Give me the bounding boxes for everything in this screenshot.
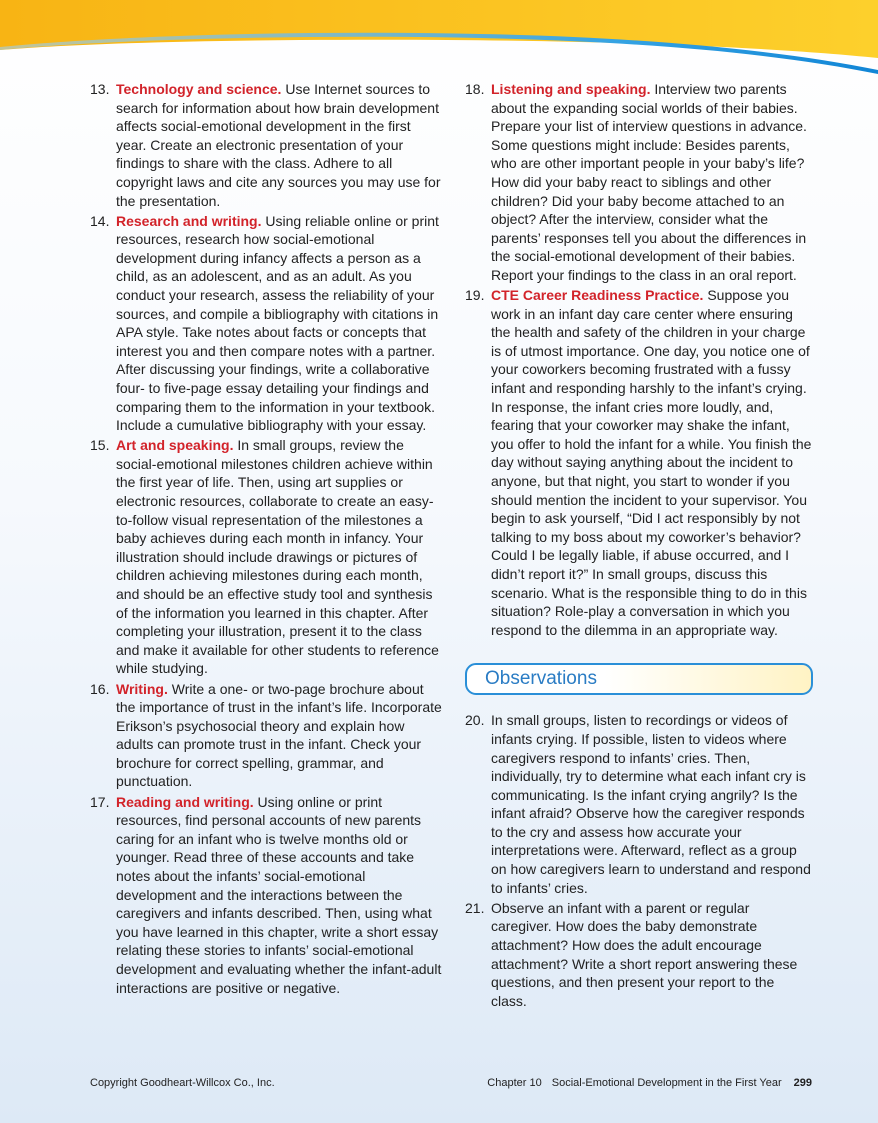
header-banner bbox=[0, 0, 878, 80]
item-text: In small groups, review the social-emotional milestones children achieve within the first year of life. Then, using art supplies or electronic resources, collaborate to create an easy-to-follow visual representation of the milestones a baby achieves during each month in infancy. Your illustration should include drawings or pictures of children achieving milestones during each month, and should be an effective study tool and synthesis of the information you learned in this chapter. After completing your illustration, present it to the class and make it available for other students to reference while studying. bbox=[116, 437, 439, 677]
item-heading: Research and writing. bbox=[116, 212, 262, 229]
activity-item-13 bbox=[90, 80, 442, 210]
footer-chapter: Chapter 10 bbox=[487, 1077, 542, 1089]
item-heading: Technology and science. bbox=[116, 81, 282, 97]
observation-item-21 bbox=[465, 899, 813, 1011]
item-number: 18. bbox=[465, 81, 485, 97]
activity-item-17 bbox=[90, 793, 442, 998]
item-text: Using online or print resources, find personal accounts of new parents caring for an infant who is twelve months old or younger. Read three of these accounts and take notes about the infants’ social-emotional development and the interactions between the caregivers and infants described. Then, using what you have learned in this chapter, write a short essay relating these stories to infants’ social-emotional development and evaluating whether the infant-adult interactions are positive or negative. bbox=[116, 793, 442, 996]
activity-item-19 bbox=[465, 286, 813, 639]
item-text: Write a one- or two-page brochure about the importance of trust in the infant’s life. Incorporate Erikson’s psychosocial theory and explain how adults can promote trust in the infant. Check your brochure for correct spelling, grammar, and punctuation. bbox=[116, 680, 442, 790]
item-number: 15. bbox=[90, 437, 110, 454]
item-number: 19. bbox=[465, 287, 485, 304]
observation-item-20 bbox=[465, 711, 813, 897]
item-number: 21. bbox=[465, 899, 485, 916]
item-text: Suppose you work in an infant day care center where ensuring the health and safety of the children in your charge is of utmost importance. One day, you notice one of your coworkers becoming frustrated with a fussy infant and responding harshly to the infant’s crying. In response, the infant cries more loudly, and, fearing that your coworker may shake the infant, you offer to hold the infant for a while. You finish the day without saying anything about the incident to anyone, but that night, you start to wonder if you should mention the incident to your supervisor. You begin to ask yourself, “Did I act responsibly by not talking to my boss about my coworker’s behavior? Could I be legally liable, if abuse occurred, and I didn’t report it?” In small groups, discuss this scenario. What is the responsible thing to do in this situation? Role-play a conversation in which you respond to the dilemma in an appropriate way. bbox=[491, 287, 812, 638]
item-heading: CTE Career Readiness Practice. bbox=[491, 287, 704, 304]
footer-chapter-info bbox=[487, 1077, 812, 1089]
item-heading: Art and speaking. bbox=[116, 437, 234, 454]
item-text: Use Internet sources to search for information about how brain development affects social-emotional development in the first year. Create an electronic presentation of your findings to share with the class. Adhere to all copyright laws and cite any sources you may use for the presentation. bbox=[116, 81, 441, 209]
left-column bbox=[90, 80, 442, 999]
item-number: 17. bbox=[90, 793, 110, 810]
footer-copyright: Copyright Goodheart-Willcox Co., Inc. bbox=[90, 1077, 275, 1089]
item-number: 16. bbox=[90, 680, 110, 697]
item-number: 20. bbox=[465, 712, 485, 729]
right-column bbox=[465, 80, 813, 1012]
item-heading: Listening and speaking. bbox=[491, 81, 651, 97]
item-text: Observe an infant with a parent or regular caregiver. How does the baby demonstrate attachment? How does the adult encourage attachment? Write a short report answering these questions, and then present your report to the class. bbox=[491, 899, 798, 1009]
item-text: In small groups, listen to recordings or videos of infants crying. If possible, listen to videos where caregivers respond to infants’ cries. Then, individually, try to determine what each infant cry is communicating. Is the infant crying angrily? Is the infant afraid? Observe how the caregiver responds to the cry and assess how accurate your interpretations were. Afterward, reflect as a group on how caregivers learn to understand and respond to infants’ cries. bbox=[491, 712, 811, 896]
activity-item-14 bbox=[90, 212, 442, 435]
observations-heading-box bbox=[465, 663, 813, 695]
activity-item-16 bbox=[90, 680, 442, 792]
page-number: 299 bbox=[793, 1077, 812, 1089]
footer-chapter-title: Social-Emotional Development in the First Year bbox=[551, 1077, 782, 1089]
activity-item-18 bbox=[465, 80, 813, 285]
item-text: Interview two parents about the expanding social worlds of their babies. Prepare your list of interview questions in advance. Some questions might include: Besides parents, who are other important people in your baby’s life? How did your baby react to siblings and other children? Did your baby become attached to an object? After the interview, consider what the parents’ responses tell you about the differences in the social-emotional development of their babies. Report your findings to the class in an oral report. bbox=[491, 81, 807, 283]
observations-title: Observations bbox=[485, 668, 597, 690]
item-heading: Writing. bbox=[116, 680, 168, 697]
item-heading: Reading and writing. bbox=[116, 793, 254, 810]
item-number: 14. bbox=[90, 212, 110, 229]
item-text: Using reliable online or print resources, research how social-emotional development during infancy affects a person as a child, as an adolescent, and as an adult. As you conduct your research, assess the reliability of your sources, and compile a bibliography with citations in APA style. Take notes about facts or concepts that interest you and then compare notes with a partner. After discussing your findings, write a collaborative four- to five-page essay detailing your findings and comparing them to the information in your textbook. Include a cumulative bibliography with your essay. bbox=[116, 212, 439, 434]
item-number: 13. bbox=[90, 81, 110, 97]
activity-item-15 bbox=[90, 436, 442, 678]
